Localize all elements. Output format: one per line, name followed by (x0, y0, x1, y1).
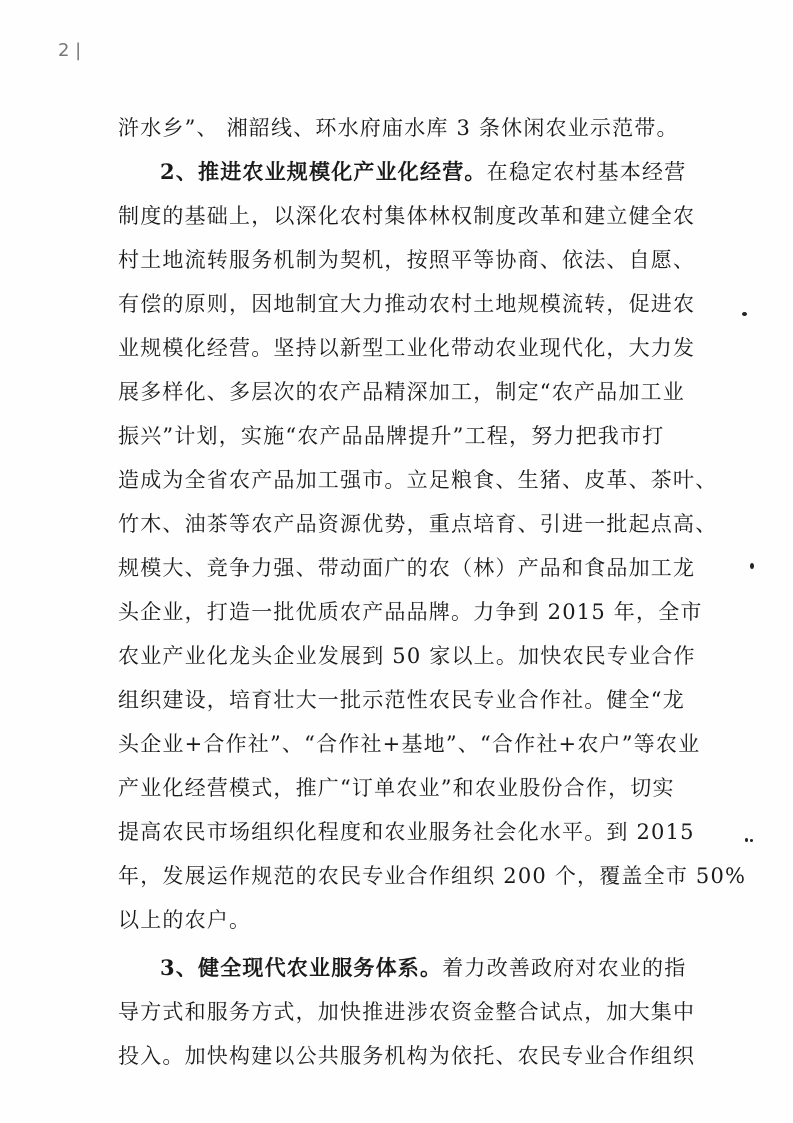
text-line: 导方式和服务方式，加快推进涉农资金整合试点，加大集中 (118, 1000, 696, 1024)
text-line: 规模大、竞争力强、带动面广的农（林）产品和食品加工龙 (118, 556, 696, 580)
section-2-heading: 2、推进农业规模化产业化经营。 (160, 159, 487, 184)
scan-speck (742, 312, 747, 316)
section-3-first-line (160, 952, 688, 984)
text-line: 组织建设，培育壮大一批示范性农民专业合作社。健全“龙 (118, 688, 685, 712)
text-line: 造成为全省农产品加工强市。立足粮食、生猪、皮革、茶叶、 (118, 468, 718, 492)
text-line: 展多样化、多层次的农产品精深加工，制定“农产品加工业 (118, 380, 685, 404)
section-3-heading: 3、健全现代农业服务体系。 (160, 955, 443, 980)
corner-scan-mark: 2 | (58, 40, 82, 61)
section-2-heading-rest: 在稳定农村基本经营 (486, 160, 687, 184)
text-line: 农业产业化龙头企业发展到 50 家以上。加快农民专业合作 (118, 644, 696, 668)
section-3-heading-rest: 着力改善政府对农业的指 (442, 956, 687, 980)
section-2-first-line (160, 156, 688, 188)
text-line: 村土地流转服务机制为契机，按照平等协商、依法、自愿、 (118, 248, 696, 272)
scan-speck (750, 839, 753, 842)
text-line: 浒水乡”、 湘韶线、环水府庙水库 3 条休闲农业示范带。 (118, 116, 679, 140)
text-line: 竹木、油茶等农产品资源优势，重点培育、引进一批起点高、 (118, 512, 718, 536)
text-line: 振兴”计划，实施“农产品品牌提升”工程，努力把我市打 (118, 424, 665, 448)
scan-speck (745, 838, 748, 842)
text-line: 提高农民市场组织化程度和农业服务社会化水平。到 2015 (118, 820, 695, 844)
scan-speck (750, 563, 754, 569)
text-line: 以上的农户。 (118, 908, 252, 932)
text-line: 年，发展运作规范的农民专业合作组织 200 个，覆盖全市 50% (118, 864, 747, 888)
text-line: 头企业，打造一批优质农产品品牌。力争到 2015 年，全市 (118, 600, 703, 624)
text-line: 业规模化经营。坚持以新型工业化带动农业现代化，大力发 (118, 336, 696, 360)
text-line: 投入。加快构建以公共服务机构为依托、农民专业合作组织 (118, 1044, 696, 1068)
text-line: 有偿的原则，因地制宜大力推动农村土地规模流转，促进农 (118, 292, 696, 316)
text-line: 头企业+合作社”、“合作社+基地”、“合作社+农户”等农业 (118, 732, 701, 756)
text-line: 产业化经营模式，推广“订单农业”和农业股份合作，切实 (118, 776, 675, 800)
text-line: 制度的基础上，以深化农村集体林权制度改革和建立健全农 (118, 204, 696, 228)
